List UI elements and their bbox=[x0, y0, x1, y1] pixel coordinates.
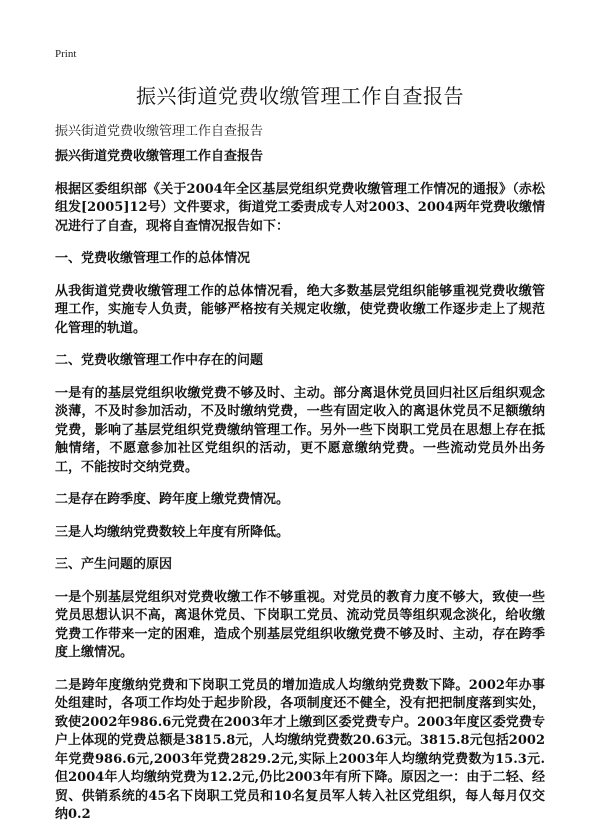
problem-1-paragraph: 一是有的基层党组织收缴党费不够及时、主动。部分离退休党员回归社区后组织观念淡薄，不及时参加活动，不及时缴纳党费，一些有固定收入的离退休党员不足额缴纳党费，影响了基层党组织党费缴纳管理工作。另外一些下岗职工党员在思想上存在抵触情绪，不愿意参加社区党组织的活动，更不愿意缴纳党费。一些流动党员外出务工，不能按时交纳党费。 bbox=[55, 385, 545, 475]
body-title: 振兴街道党费收缴管理工作自查报告 bbox=[55, 149, 264, 164]
section-heading-2: 二、党费收缴管理工作中存在的问题 bbox=[55, 353, 264, 368]
problem-2-paragraph: 二是存在跨季度、跨年度上缴党费情况。 bbox=[55, 492, 290, 507]
cause-1-paragraph: 一是个别基层党组织对党费收缴工作不够重视。对党员的教育力度不够大，致使一些党员思想认识不高，离退休党员、下岗职工党员、流动党员等组织观念淡化，给收缴党费工作带来一定的困难，造成个别基层党组织收缴党费不够及时、主动，存在跨季度上缴情况。 bbox=[55, 589, 545, 660]
document-subtitle: 振兴街道党费收缴管理工作自查报告 bbox=[55, 124, 264, 139]
section-1-paragraph: 从我街道党费收缴管理工作的总体情况看，绝大多数基层党组织能够重视党费收缴管理工作，实施专人负责，能够严格按有关规定收缴，使党费收缴工作逐步走上了规范化管理的轨道。 bbox=[55, 283, 545, 336]
print-label: Print bbox=[55, 48, 77, 60]
section-heading-3: 三、产生问题的原因 bbox=[55, 557, 173, 572]
document-body bbox=[55, 148, 545, 839]
problem-3-paragraph: 三是人均缴纳党费数较上年度有所降低。 bbox=[55, 524, 290, 540]
document-title: 振兴街道党费收缴管理工作自查报告 bbox=[136, 84, 464, 108]
intro-paragraph: 根据区委组织部《关于2004年全区基层党组织党费收缴管理工作情况的通报》（赤松组发[2005]12号）文件要求，街道党工委责成专人对2003、2004两年党费收缴情况进行了自查，现将自查情况报告如下： bbox=[55, 181, 545, 234]
section-heading-1: 一、党费收缴管理工作的总体情况 bbox=[55, 251, 251, 266]
cause-2-paragraph: 二是跨年度缴纳党费和下岗职工党员的增加造成人均缴纳党费数下降。2002年办事处组建时，各项工作均处于起步阶段，各项制度还不健全，没有把把制度落到实处，致使2002年986.6元党费在2003年才上缴到区委党费专户。2003年度区委党费专户上体现的党费总额是3815.8元，人均缴纳党费数20.63元。3815.8元包括2002年党费986.6元,2003年党费2829.2元,实际上2003年人均缴纳党费数为15.3元.但2004年人均缴纳党费为12.2元,仍比2003年有所下降。原因之一：由于二轻、经贸、供销系统的45名下岗职工党员和10名复员军人转入社区党组织，每人每月仅交纳0.2 bbox=[55, 677, 545, 822]
